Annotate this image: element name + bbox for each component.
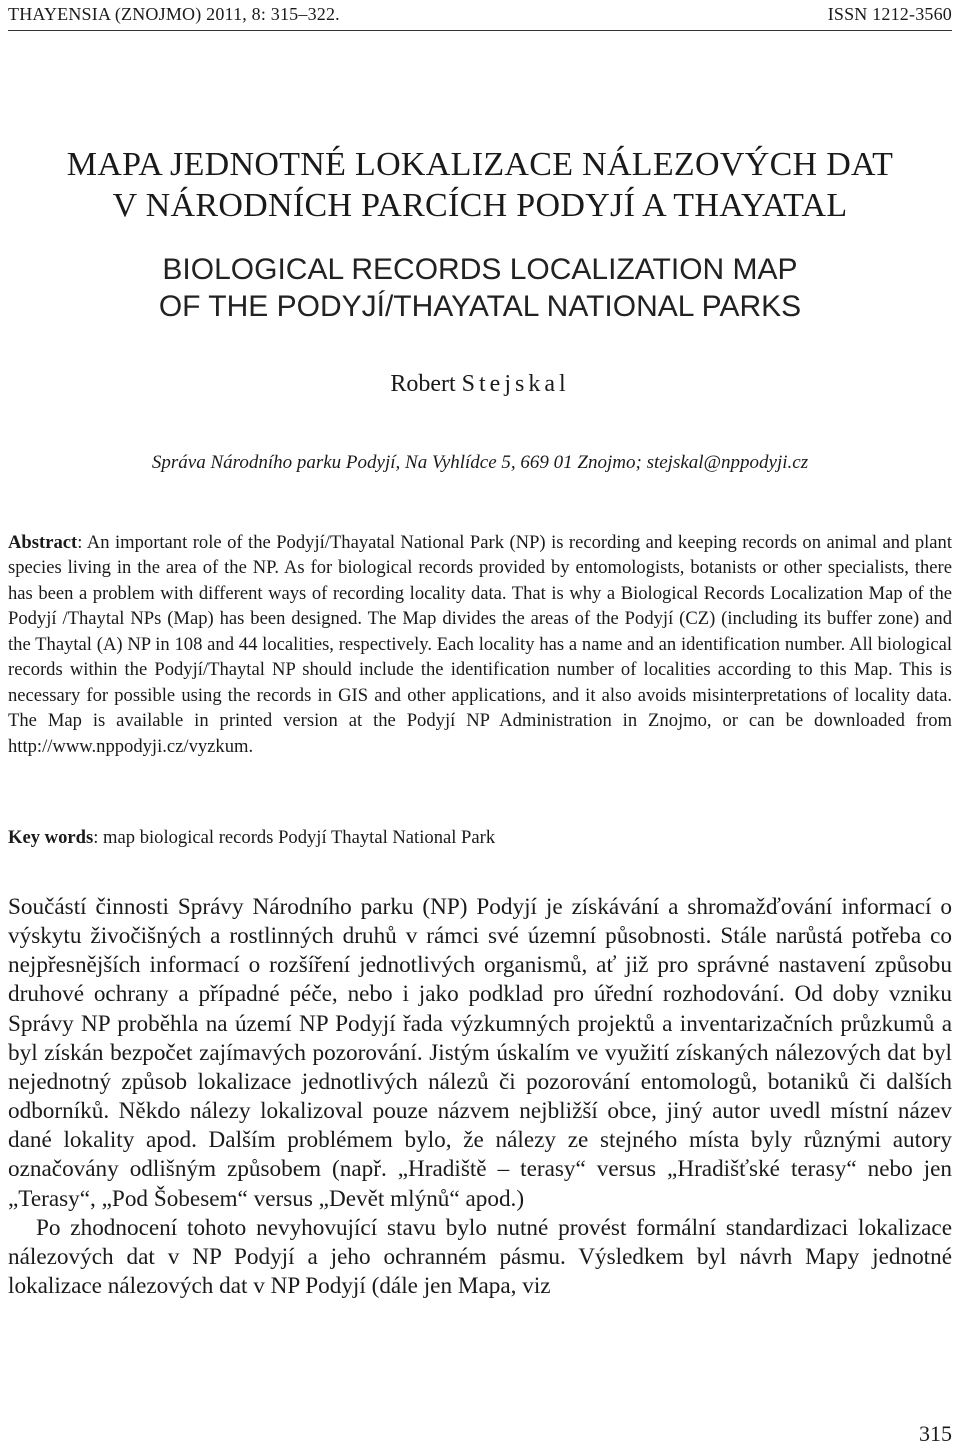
body-text	[8, 893, 952, 1301]
body-paragraph-1: Součástí činnosti Správy Národního parku (NP) Podyjí je získávání a shromažďování informací o výskytu živočišných a rostlinných druhů v rámci své územní působnosti. Stále narůstá potřeba co nejpřesnějších informací o rozšíření jednotlivých organismů, ať již pro správné nastavení způsobu druhové ochrany a případné péče, nebo i jako podklad pro úřední rozhodování. Od doby vzniku Správy NP proběhla na území NP Podyjí řada výzkumných projektů a inventarizačních průzkumů a byl získán bezpočet zajímavých pozorování. Jistým úskalím ve využití získaných nálezových dat byl nejednotný způsob lokalizace jednotlivých nálezů či pozorování entomologů, botaniků či dalších odborníků. Někdo nálezy lokalizoval pouze názvem nejbližší obce, jiný autor uvedl místní název dané lokality apod. Dalším problémem bylo, že nálezy ze stejného místa byly různými autory označovány odlišným způsobem (např. „Hradiště – terasy“ versus „Hradišťské terasy“ nebo jen „Terasy“, „Pod Šobesem“ versus „Devět mlýnů“ apod.)	[8, 894, 952, 1212]
abstract	[8, 530, 952, 759]
page-number: 315	[919, 1421, 952, 1446]
english-title-line-1: BIOLOGICAL RECORDS LOCALIZATION MAP	[162, 253, 798, 286]
journal-citation: THAYENSIA (ZNOJMO) 2011, 8: 315–322.	[8, 4, 340, 24]
author-surname: Stejskal	[461, 371, 570, 397]
keywords-label: Key words	[8, 827, 94, 848]
czech-title-line-1: MAPA JEDNOTNÉ LOKALIZACE NÁLEZOVÝCH DAT	[66, 146, 894, 183]
abstract-text: : An important role of the Podyjí/Thayatal National Park (NP) is recording and keeping records on animal and plant species living in the area of the NP. As for biological records provided by entomologists, botanists or other specialists, there has been a problem with different ways of recording locality data. That is why a Biological Records Localization Map of the Podyjí /Thaytal NPs (Map) has been designed. The Map divides the areas of the Podyjí (CZ) (including its buffer zone) and the Thaytal (A) NP in 108 and 44 localities, respectively. Each locality has a name and an identification number. All biological records within the Podyjí/Thaytal NP should include the identification number of localities according to this Map. This is necessary for possible using the records in GIS and other applications, and it also avoids misinterpretations of locality data. The Map is available in printed version at the Podyjí NP Administration in Znojmo, or can be downloaded from http://www.nppodyji.cz/vyzkum.	[8, 532, 952, 757]
czech-title-line-2: V NÁRODNÍCH PARCÍCH PODYJÍ A THAYATAL	[112, 187, 848, 224]
affiliation: Správa Národního parku Podyjí, Na Vyhlídce 5, 669 01 Znojmo; stejskal@nppodyji.cz	[151, 452, 809, 473]
abstract-label: Abstract	[8, 532, 78, 553]
keywords-text: : map biological records Podyjí Thaytal National Park	[93, 827, 496, 848]
english-title	[0, 251, 960, 325]
header-rule	[8, 30, 952, 31]
body-paragraph-2: Po zhodnocení tohoto nevyhovující stavu bylo nutné provést formální standardizaci lokalizace nálezových dat v NP Podyjí a jeho ochranném pásmu. Výsledkem byl návrh Mapy jednotné lokalizace nálezových dat v NP Podyjí (dále jen Mapa, viz	[8, 1214, 952, 1300]
running-header	[8, 4, 952, 25]
author	[0, 371, 960, 398]
czech-title	[0, 144, 960, 226]
keywords	[8, 825, 952, 850]
english-title-line-2: OF THE PODYJÍ/THAYATAL NATIONAL PARKS	[158, 290, 802, 323]
issn: ISSN 1212-3560	[827, 4, 952, 24]
author-given-name: Robert	[390, 371, 456, 397]
